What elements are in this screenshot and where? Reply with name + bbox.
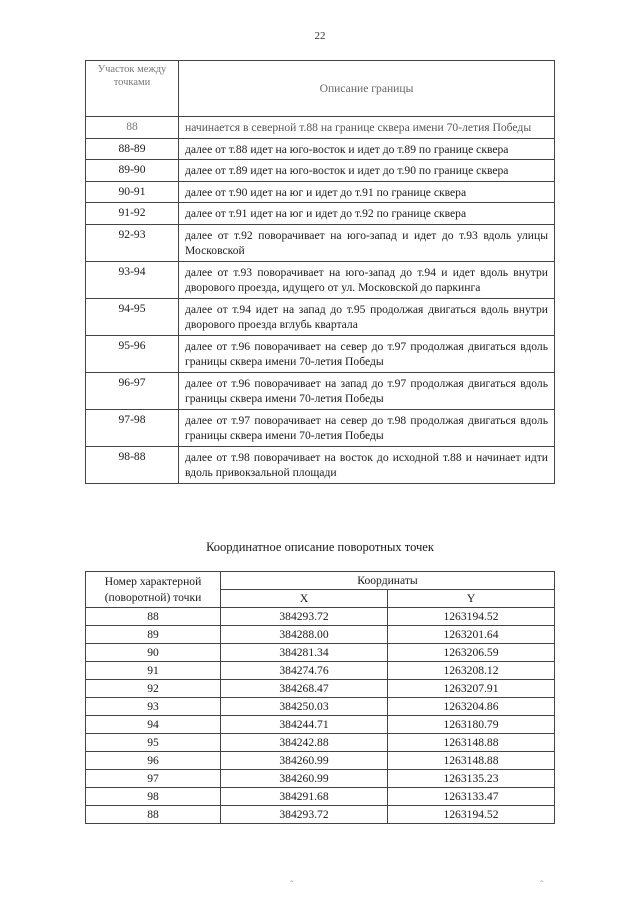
coordinate-row [86, 698, 555, 716]
y-coordinate-cell: 1263194.52 [388, 608, 555, 626]
segment-cell: 96-97 [86, 372, 179, 409]
segment-cell: 91-92 [86, 203, 179, 225]
description-cell: далее от т.91 идет на юг и идет до т.92 по границе сквера [179, 203, 555, 225]
x-coordinate-cell: 384268.47 [221, 680, 388, 698]
scan-mark: ˆ [540, 880, 544, 891]
segment-cell: 90-91 [86, 181, 179, 203]
x-coordinate-cell: 384288.00 [221, 626, 388, 644]
coordinates-table [85, 571, 555, 824]
coordinate-row [86, 680, 555, 698]
y-header: Y [388, 590, 555, 608]
y-coordinate-cell: 1263148.88 [388, 734, 555, 752]
boundary-row [86, 160, 555, 182]
description-cell: далее от т.89 идет на юго-восток и идет до т.90 по границе сквера [179, 160, 555, 182]
description-cell: далее от т.94 идет на запад до т.95 продолжая двигаться вдоль внутри дворового проезда вглубь квартала [179, 298, 555, 335]
boundary-row [86, 181, 555, 203]
description-cell: начинается в северной т.88 на границе сквера имени 70-летия Победы [179, 117, 555, 139]
point-number-cell: 88 [86, 608, 221, 626]
description-cell: далее от т.93 поворачивает на юго-запад до т.94 и идет вдоль внутри дворового проезда, идущего от ул. Московской до паркинга [179, 261, 555, 298]
segment-cell: 88-89 [86, 138, 179, 160]
coordinate-row [86, 806, 555, 824]
point-number-cell: 90 [86, 644, 221, 662]
x-coordinate-cell: 384260.99 [221, 752, 388, 770]
segment-cell: 97-98 [86, 409, 179, 446]
coordinate-row [86, 608, 555, 626]
boundary-row [86, 203, 555, 225]
scan-mark: ˆ [290, 880, 294, 891]
y-coordinate-cell: 1263201.64 [388, 626, 555, 644]
description-cell: далее от т.96 поворачивает на запад до т.97 продолжая двигаться вдоль границы сквера имени 70-летия Победы [179, 372, 555, 409]
segment-cell: 88 [86, 117, 179, 139]
y-coordinate-cell: 1263204.86 [388, 698, 555, 716]
x-coordinate-cell: 384293.72 [221, 608, 388, 626]
description-cell: далее от т.92 поворачивает на юго-запад и идет до т.93 вдоль улицы Московской [179, 224, 555, 261]
point-number-header: Номер характерной (поворотной) точки [86, 572, 221, 608]
point-number-cell: 97 [86, 770, 221, 788]
segment-column-header: Участок между точками [86, 61, 179, 117]
x-coordinate-cell: 384244.71 [221, 716, 388, 734]
x-coordinate-cell: 384281.34 [221, 644, 388, 662]
boundary-table [85, 60, 555, 484]
y-coordinate-cell: 1263206.59 [388, 644, 555, 662]
boundary-row [86, 117, 555, 139]
coordinate-row [86, 752, 555, 770]
coordinate-row [86, 644, 555, 662]
x-coordinate-cell: 384274.76 [221, 662, 388, 680]
boundary-row [86, 138, 555, 160]
y-coordinate-cell: 1263194.52 [388, 806, 555, 824]
point-number-cell: 89 [86, 626, 221, 644]
description-cell: далее от т.97 поворачивает на север до т.98 продолжая двигаться вдоль границы сквера имени 70-летия Победы [179, 409, 555, 446]
point-number-cell: 93 [86, 698, 221, 716]
x-coordinate-cell: 384260.99 [221, 770, 388, 788]
y-coordinate-cell: 1263133.47 [388, 788, 555, 806]
y-coordinate-cell: 1263208.12 [388, 662, 555, 680]
segment-cell: 95-96 [86, 335, 179, 372]
boundary-table-header [86, 61, 555, 117]
point-number-cell: 94 [86, 716, 221, 734]
boundary-row [86, 335, 555, 372]
coordinates-header-row [86, 572, 555, 590]
coordinates-header: Координаты [221, 572, 555, 590]
point-number-cell: 95 [86, 734, 221, 752]
y-coordinate-cell: 1263180.79 [388, 716, 555, 734]
description-column-header: Описание границы [179, 61, 555, 117]
x-coordinate-cell: 384250.03 [221, 698, 388, 716]
segment-cell: 94-95 [86, 298, 179, 335]
segment-cell: 98-88 [86, 446, 179, 483]
description-cell: далее от т.98 поворачивает на восток до исходной т.88 и начинает идти вдоль привокзальной площади [179, 446, 555, 483]
point-number-cell: 96 [86, 752, 221, 770]
x-header: X [221, 590, 388, 608]
boundary-row [86, 409, 555, 446]
description-cell: далее от т.90 идет на юг и идет до т.91 по границе сквера [179, 181, 555, 203]
coordinates-title: Координатное описание поворотных точек [206, 540, 434, 554]
segment-cell: 89-90 [86, 160, 179, 182]
point-number-cell: 92 [86, 680, 221, 698]
boundary-row [86, 224, 555, 261]
segment-cell: 93-94 [86, 261, 179, 298]
boundary-row [86, 298, 555, 335]
segment-cell: 92-93 [86, 224, 179, 261]
coordinate-row [86, 662, 555, 680]
boundary-row [86, 261, 555, 298]
description-cell: далее от т.88 идет на юго-восток и идет до т.89 по границе сквера [179, 138, 555, 160]
coordinate-row [86, 734, 555, 752]
point-number-cell: 98 [86, 788, 221, 806]
boundary-row [86, 446, 555, 483]
boundary-row [86, 372, 555, 409]
coordinate-row [86, 770, 555, 788]
y-coordinate-cell: 1263148.88 [388, 752, 555, 770]
description-cell: далее от т.96 поворачивает на север до т.97 продолжая двигаться вдоль границы сквера имени 70-летия Победы [179, 335, 555, 372]
x-coordinate-cell: 384291.68 [221, 788, 388, 806]
point-number-cell: 88 [86, 806, 221, 824]
x-coordinate-cell: 384242.88 [221, 734, 388, 752]
y-coordinate-cell: 1263207.91 [388, 680, 555, 698]
coordinate-row [86, 788, 555, 806]
page-number: 22 [314, 30, 326, 42]
x-coordinate-cell: 384293.72 [221, 806, 388, 824]
y-coordinate-cell: 1263135.23 [388, 770, 555, 788]
coordinate-row [86, 716, 555, 734]
point-number-cell: 91 [86, 662, 221, 680]
coordinate-row [86, 626, 555, 644]
